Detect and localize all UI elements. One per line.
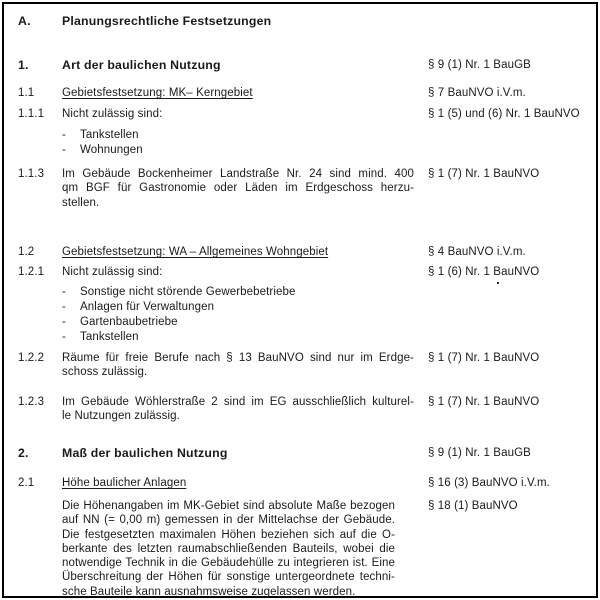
section-1-1-1-legal-ref: § 1 (5) und (6) Nr. 1 BauNVO (428, 108, 580, 120)
paragraph-line: stellen. (62, 196, 100, 209)
paragraph-line: Im Gebäude Bockenheimer Landstraße Nr. 24 sind mind. 400 (62, 168, 414, 180)
section-1-1-3-legal-ref: § 1 (7) Nr. 1 BauNVO (428, 168, 540, 180)
section-a-title: Planungsrechtliche Festsetzungen (62, 14, 272, 28)
paragraph-line: Die festgesetzten maximalen Höhen beziehen sich auf die O- (62, 528, 395, 541)
bullet-text: Gartenbaubetriebe (80, 316, 178, 328)
bullet-item (62, 285, 414, 300)
section-1-2-number: 1.2 (18, 246, 35, 258)
section-2-number: 2. (18, 446, 29, 460)
paragraph-line: schoss zulässig. (62, 366, 148, 379)
section-2-1-number: 2.1 (18, 477, 35, 489)
section-1-2-3-number: 1.2.3 (18, 396, 45, 408)
section-1-2-3-legal-ref: § 1 (7) Nr. 1 BauNVO (428, 396, 540, 408)
section-1-2-legal-ref: § 4 BauNVO i.V.m. (428, 246, 526, 258)
section-2-legal-ref: § 9 (1) Nr. 1 BauGB (428, 447, 531, 459)
bullet-item (62, 300, 414, 315)
bullet-text: Wohnungen (80, 144, 143, 156)
section-1-1-legal-ref: § 7 BauNVO i.V.m. (428, 87, 526, 99)
section-1-2-title: Gebietsfestsetzung: WA – Allgemeines Wohngebiet (62, 246, 329, 258)
section-1-1-title: Gebietsfestsetzung: MK– Kerngebiet (62, 87, 253, 99)
section-1-2-2-legal-ref: § 1 (7) Nr. 1 BauNVO (428, 352, 540, 364)
bullet-text: Sonstige nicht störende Gewerbebetriebe (80, 286, 296, 298)
paragraph-line: Im Gebäude Wöhlerstraße 2 sind im EG ausschließlich kulturel- (62, 396, 414, 408)
bullet-dash: - (62, 129, 66, 141)
section-1-1-number: 1.1 (18, 87, 35, 99)
section-2-1-legal-ref: § 16 (3) BauNVO i.V.m. (428, 477, 550, 489)
section-1-1-3-number: 1.1.3 (18, 168, 45, 180)
section-2-1-title: Höhe baulicher Anlagen (62, 477, 187, 489)
paragraph-line: auf NN (= 0,00 m) gemessen in der Mittelachse der Gebäude. (62, 514, 395, 527)
section-a-number: A. (18, 14, 31, 28)
paragraph-line: Die Höhenangaben im MK-Gebiet sind absolute Maße bezogen (62, 500, 395, 512)
section-2-title: Maß der baulichen Nutzung (62, 446, 228, 460)
paragraph-line: qm BGF für Gastronomie oder Läden im Erdgeschoss herzu- (62, 182, 414, 195)
paragraph-line: berkante des letzten raumabschließenden Bauteils, wobei die (62, 542, 395, 555)
bullet-item (62, 330, 414, 345)
paragraph-line: notwendige Technik in die Gebäudehülle zu integrieren ist. Eine (62, 557, 395, 570)
bullet-text: Anlagen für Verwaltungen (80, 301, 215, 313)
paragraph-line: Überschreitung der Höhen für sonstige untergeordnete techni- (62, 571, 395, 584)
bullet-dash: - (62, 331, 66, 343)
bullet-item (62, 315, 414, 330)
bullet-dash: - (62, 144, 66, 156)
section-1-title: Art der baulichen Nutzung (62, 58, 221, 72)
section-1-2-1-number: 1.2.1 (18, 266, 45, 278)
bullet-dash: - (62, 316, 66, 328)
bullet-text: Tankstellen (80, 331, 139, 343)
bullet-text: Tankstellen (80, 129, 139, 141)
paragraph-line: Räume für freie Berufe nach § 13 BauNVO sind nur im Erdge- (62, 352, 414, 364)
scan-artifact-dot (497, 282, 499, 284)
section-1-1-1-number: 1.1.1 (18, 108, 45, 120)
section-2-1-legal-ref-2: § 18 (1) BauNVO (428, 500, 518, 512)
bullet-item (62, 143, 414, 158)
bullet-dash: - (62, 286, 66, 298)
section-1-2-1-title: Nicht zulässig sind: (62, 266, 163, 278)
section-1-legal-ref: § 9 (1) Nr. 1 BauGB (428, 59, 531, 71)
section-1-2-2-number: 1.2.2 (18, 352, 45, 364)
section-1-1-1-title: Nicht zulässig sind: (62, 108, 163, 120)
section-1-number: 1. (18, 58, 29, 72)
paragraph-line: le Nutzungen zulässig. (62, 410, 180, 423)
bullet-dash: - (62, 301, 66, 313)
bullet-item (62, 128, 414, 143)
section-1-2-1-legal-ref: § 1 (6) Nr. 1 BauNVO (428, 266, 540, 278)
paragraph-line: sche Bauteile kann ausnahmsweise zugelassen werden. (62, 585, 356, 598)
